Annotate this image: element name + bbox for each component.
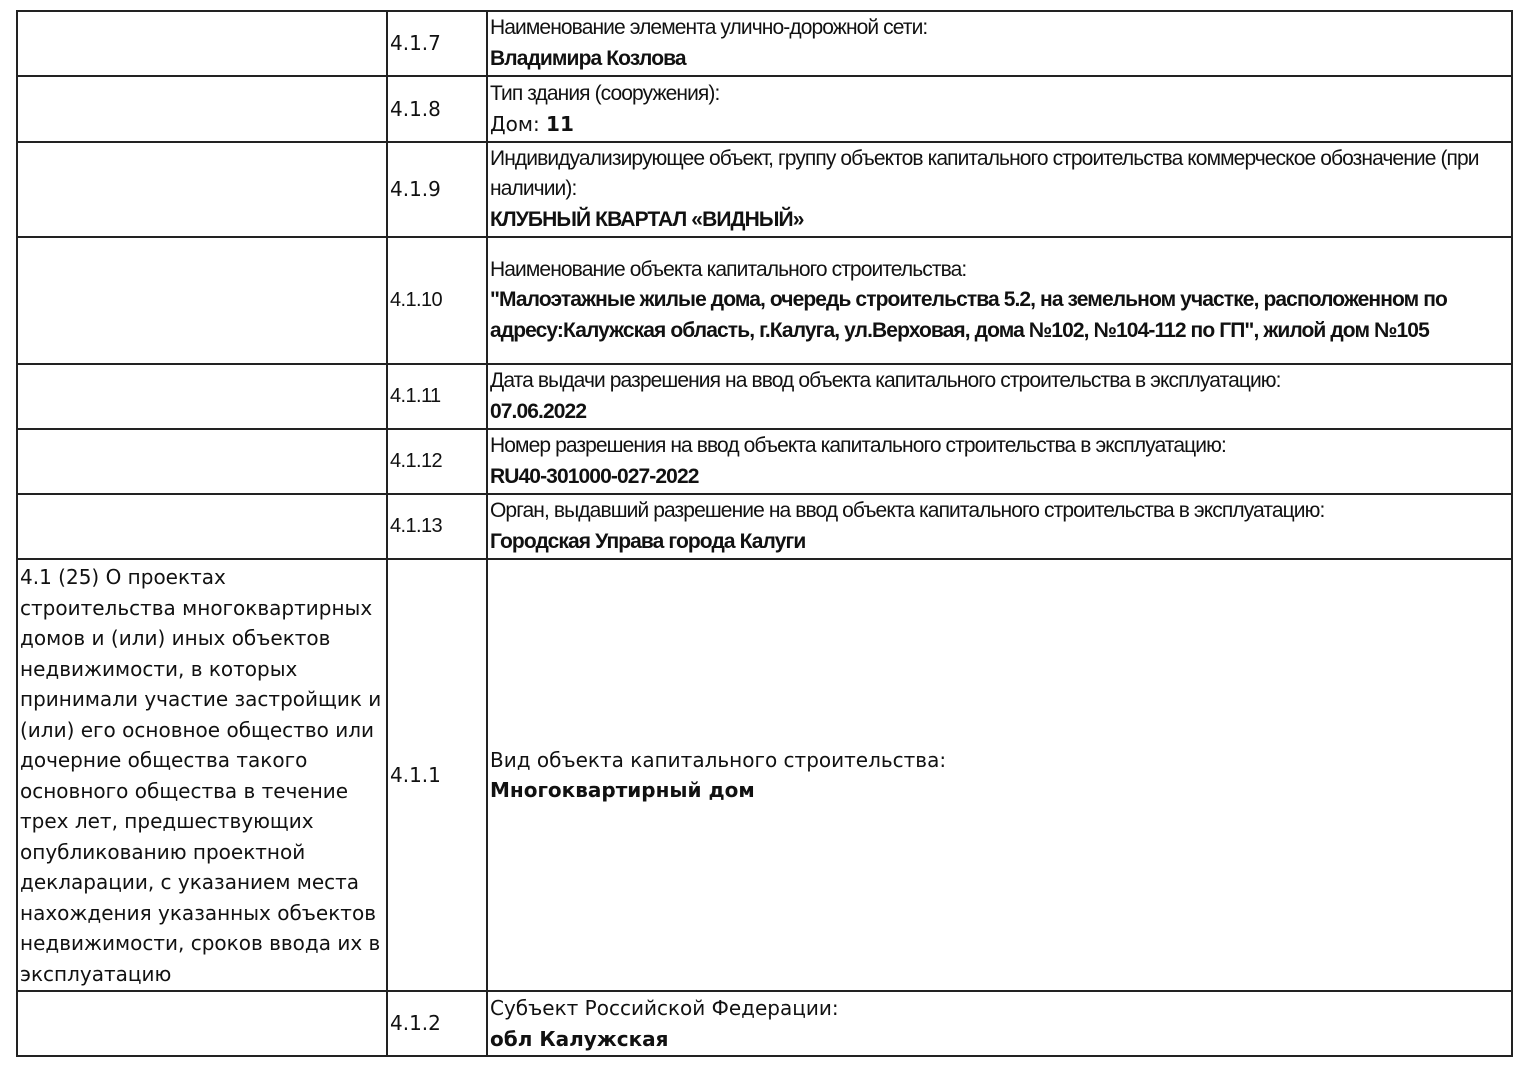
item-number: 4.1.10 bbox=[387, 237, 487, 364]
section-cell bbox=[17, 991, 387, 1056]
item-label: Наименование элемента улично-дорожной сети: bbox=[490, 16, 928, 39]
item-number: 4.1.13 bbox=[387, 494, 487, 559]
item-label: Наименование объекта капитального строительства: bbox=[490, 257, 967, 281]
section-cell bbox=[17, 11, 387, 76]
item-content bbox=[487, 991, 1512, 1056]
table-row bbox=[17, 991, 1512, 1056]
item-value: Владимира Козлова bbox=[490, 46, 686, 70]
item-content bbox=[487, 11, 1512, 76]
item-value-main: 11 bbox=[546, 112, 574, 136]
item-label: Тип здания (сооружения): bbox=[490, 81, 720, 105]
table-row bbox=[17, 364, 1512, 429]
item-number: 4.1.7 bbox=[387, 11, 487, 76]
item-number: 4.1.12 bbox=[387, 429, 487, 494]
table-row bbox=[17, 494, 1512, 559]
item-content bbox=[487, 237, 1512, 364]
item-value-prefix: Дом: bbox=[490, 112, 547, 136]
item-label: Орган, выдавший разрешение на ввод объекта капитального строительства в эксплуатацию: bbox=[490, 499, 1325, 522]
item-value: 07.06.2022 bbox=[490, 399, 587, 423]
table-row bbox=[17, 142, 1512, 237]
item-label: Вид объекта капитального строительства: bbox=[490, 747, 947, 772]
table-row bbox=[17, 429, 1512, 494]
item-number: 4.1.8 bbox=[387, 76, 487, 142]
declaration-table bbox=[16, 10, 1513, 1057]
section-cell bbox=[17, 76, 387, 142]
item-label: Индивидуализирующее объект, группу объектов капитального строительства коммерческое обозначение (при наличии): bbox=[490, 146, 1484, 201]
item-content bbox=[487, 76, 1512, 142]
item-label: Дата выдачи разрешения на ввод объекта капитального строительства в эксплуатацию: bbox=[490, 369, 1281, 392]
item-value: обл Калужская bbox=[490, 1026, 669, 1051]
section-cell bbox=[17, 142, 387, 237]
section-cell bbox=[17, 364, 387, 429]
table-row bbox=[17, 76, 1512, 142]
item-number: 4.1.1 bbox=[387, 559, 487, 991]
table-row bbox=[17, 237, 1512, 364]
section-title: 4.1 (25) О проектах строительства многоквартирных домов и (или) иных объектов недвижимости, в которых принимали участие застройщик и (или) его основное общество или дочерние общества такого основного общества в течение трех лет, предшествующих опубликованию проектной декларации, с указанием места нахождения указанных объектов недвижимости, сроков ввода их в эксплуатацию bbox=[17, 559, 387, 991]
table-row bbox=[17, 11, 1512, 76]
item-content bbox=[487, 429, 1512, 494]
item-content bbox=[487, 142, 1512, 237]
item-number: 4.1.9 bbox=[387, 142, 487, 237]
item-value: КЛУБНЫЙ КВАРТАЛ «ВИДНЫЙ» bbox=[490, 207, 804, 231]
item-value bbox=[490, 109, 1509, 140]
item-value: Многоквартирный дом bbox=[490, 778, 755, 802]
section-cell bbox=[17, 237, 387, 364]
item-value: RU40-301000-027-2022 bbox=[490, 464, 699, 488]
item-value: "Малоэтажные жилые дома, очередь строительства 5.2, на земельном участке, расположенном по адресу:Калужская область, г.Калуга, ул.Верховая, дома №102, №104-112 по ГП", жилой дом №105 bbox=[490, 288, 1452, 342]
item-label: Номер разрешения на ввод объекта капитального строительства в эксплуатацию: bbox=[490, 434, 1226, 457]
item-label: Субъект Российской Федерации: bbox=[490, 996, 839, 1020]
item-content bbox=[487, 559, 1512, 991]
item-value: Городская Управа города Калуги bbox=[490, 529, 806, 553]
section-cell bbox=[17, 494, 387, 559]
item-content bbox=[487, 494, 1512, 559]
item-number: 4.1.11 bbox=[387, 364, 487, 429]
section-cell bbox=[17, 429, 387, 494]
item-number: 4.1.2 bbox=[387, 991, 487, 1056]
table-row bbox=[17, 559, 1512, 991]
item-content bbox=[487, 364, 1512, 429]
